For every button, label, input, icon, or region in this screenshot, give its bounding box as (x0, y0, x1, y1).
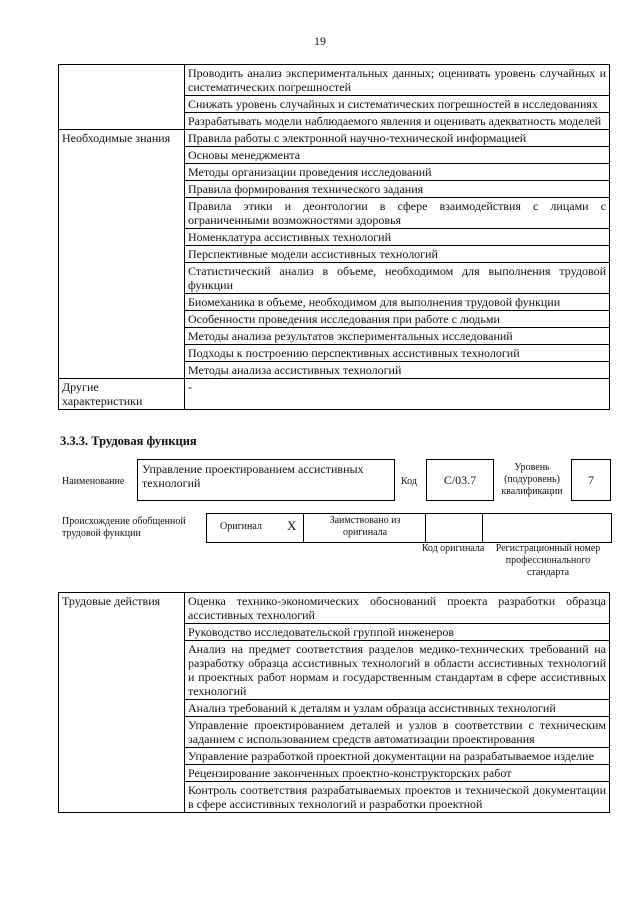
table-cell: Подходы к построению перспективных ассистивных технологий (185, 345, 610, 362)
page-number: 19 (314, 34, 326, 48)
table-cell: Основы менеджмента (185, 147, 610, 164)
table-cell: Разрабатывать модели наблюдаемого явления и оценивать адекватность моделей (185, 113, 610, 130)
origin-label: Происхождение обобщенной трудовой функции (62, 516, 186, 539)
original-label: Оригинал (220, 521, 262, 532)
table-row (59, 130, 610, 147)
level-label: Уровень (подуровень) квалификации (501, 462, 563, 497)
table-cell: Правила формирования технического задания (185, 181, 610, 198)
divider (425, 513, 426, 543)
table-cell: Анализ на предмет соответствия разделов медико-технических требований на разработку образца ассистивных технологий в области ассистивных технологий и проектных работ нормам и государственным стандартам в сфере ассистивных технологий (185, 641, 610, 700)
table-cell: Перспективные модели ассистивных технологий (185, 246, 610, 263)
table-cell: Особенности проведения исследования при работе с людьми (185, 311, 610, 328)
skills-knowledge-table (58, 64, 610, 410)
borrowed-label: Заимствовано из оригинала (329, 515, 401, 538)
caption-reg: Регистрационный номер профессионального стандарта (495, 543, 601, 578)
divider (482, 513, 483, 543)
code-value: C/03.7 (443, 473, 477, 487)
code-box (426, 459, 494, 501)
divider (303, 513, 304, 543)
table-row (59, 593, 610, 624)
table-cell: Снижать уровень случайных и систематических погрешностей в исследованиях (185, 96, 610, 113)
table-cell: Номенклатура ассистивных технологий (185, 229, 610, 246)
name-box (137, 459, 395, 501)
table-cell: Методы анализа результатов экспериментальных исследований (185, 328, 610, 345)
code-label: Код (401, 476, 417, 487)
level-box (571, 459, 611, 501)
table-cell: Методы анализа ассистивных технологий (185, 362, 610, 379)
level-value: 7 (588, 473, 594, 487)
table-cell: Биомеханика в объеме, необходимом для выполнения трудовой функции (185, 294, 610, 311)
table-cell: Руководство исследовательской группой инженеров (185, 624, 610, 641)
original-mark: X (287, 518, 297, 533)
table-cell: Анализ требований к деталям и узлам образца ассистивных технологий (185, 700, 610, 717)
row-label: Необходимые знания (59, 130, 185, 379)
table-cell: Управление разработкой проектной документации на разрабатываемое изделие (185, 748, 610, 765)
table-cell: Статистический анализ в объеме, необходимом для выполнения трудовой функции (185, 263, 610, 294)
caption-code: Код оригинала (421, 543, 485, 554)
table-cell: Правила этики и деонтологии в сфере взаимодействия с лицами с ограниченными возможностями здоровья (185, 198, 610, 229)
table-cell: Проводить анализ экспериментальных данных; оценивать уровень случайных и систематических погрешностей (185, 65, 610, 96)
table-cell: Рецензирование законченных проектно-конструкторских работ (185, 765, 610, 782)
name-value: Управление проектированием ассистивных технологий (142, 462, 364, 490)
table-cell: Оценка технико-экономических обоснований проекта разработки образца ассистивных технологий (185, 593, 610, 624)
table-cell: Контроль соответствия разрабатываемых проектов и технической документации в сфере ассистивных технологий и разработки проектной (185, 782, 610, 813)
name-label: Наименование (62, 476, 125, 487)
actions-table (58, 592, 610, 813)
table-row (59, 65, 610, 96)
table-cell: - (185, 379, 610, 410)
table-cell: Методы организации проведения исследований (185, 164, 610, 181)
row-label: Другие характеристики (59, 379, 185, 410)
row-label: Трудовые действия (59, 593, 185, 813)
section-heading: 3.3.3. Трудовая функция (60, 434, 197, 448)
table-row (59, 379, 610, 410)
row-label (59, 65, 185, 130)
table-cell: Управление проектированием деталей и узлов в соответствии с техническим заданием с использованием средств автоматизации проектирования (185, 717, 610, 748)
table-cell: Правила работы с электронной научно-технической информацией (185, 130, 610, 147)
